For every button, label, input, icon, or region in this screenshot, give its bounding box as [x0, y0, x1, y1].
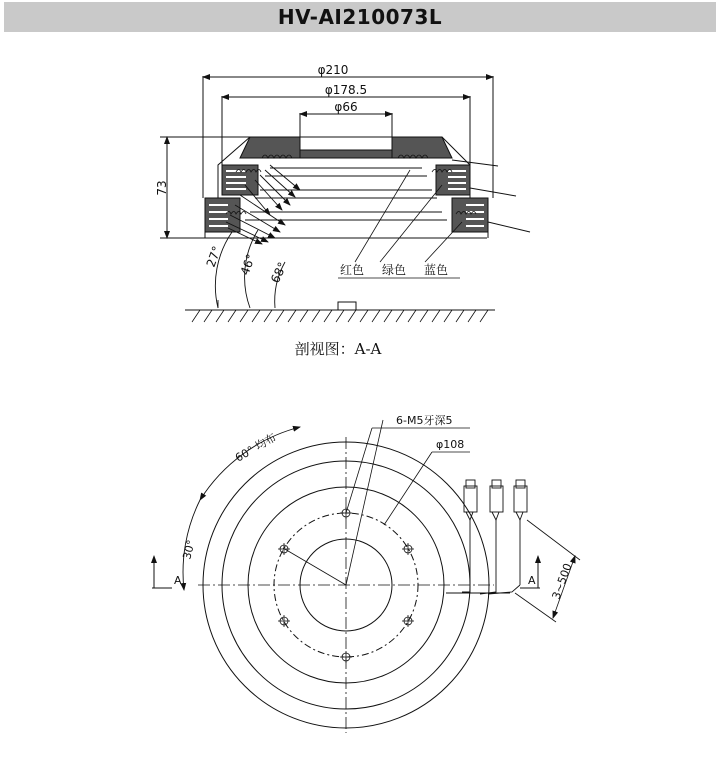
section-mark-right-label: A: [528, 574, 536, 587]
angle-27-label: 27°: [203, 244, 225, 270]
cable-length-label: 3~500: [549, 561, 575, 602]
dim-height-label: 73: [155, 180, 169, 196]
angle-68-label: 68°: [268, 260, 290, 286]
dim-phi178-label: φ178.5: [324, 83, 368, 97]
ground-base: [185, 302, 495, 322]
color-red-label: 红色: [340, 263, 365, 277]
plan-view: [152, 420, 580, 733]
dim-phi66: [300, 113, 392, 138]
angle-46-label: 46°: [237, 252, 259, 278]
color-green-label: 绿色: [382, 263, 407, 277]
section-mark-left-label: A: [174, 574, 182, 587]
section-caption: 剖视图：A-A: [294, 340, 382, 358]
section-mark-left: [152, 556, 172, 588]
dim-phi210-label: φ210: [317, 63, 349, 77]
product-title: HV-AI210073L: [277, 5, 443, 29]
spacing-label: 60° 均布: [233, 430, 279, 465]
housing-outline: [205, 137, 530, 238]
angle-30-label: 30°: [180, 538, 198, 561]
cable-connectors: [446, 480, 527, 594]
thread-label: 6-M5牙深5: [396, 414, 453, 427]
bolt-circle-label: φ108: [436, 438, 465, 451]
dim-phi66-label: φ66: [334, 100, 358, 114]
color-blue-label: 蓝色: [424, 263, 449, 277]
